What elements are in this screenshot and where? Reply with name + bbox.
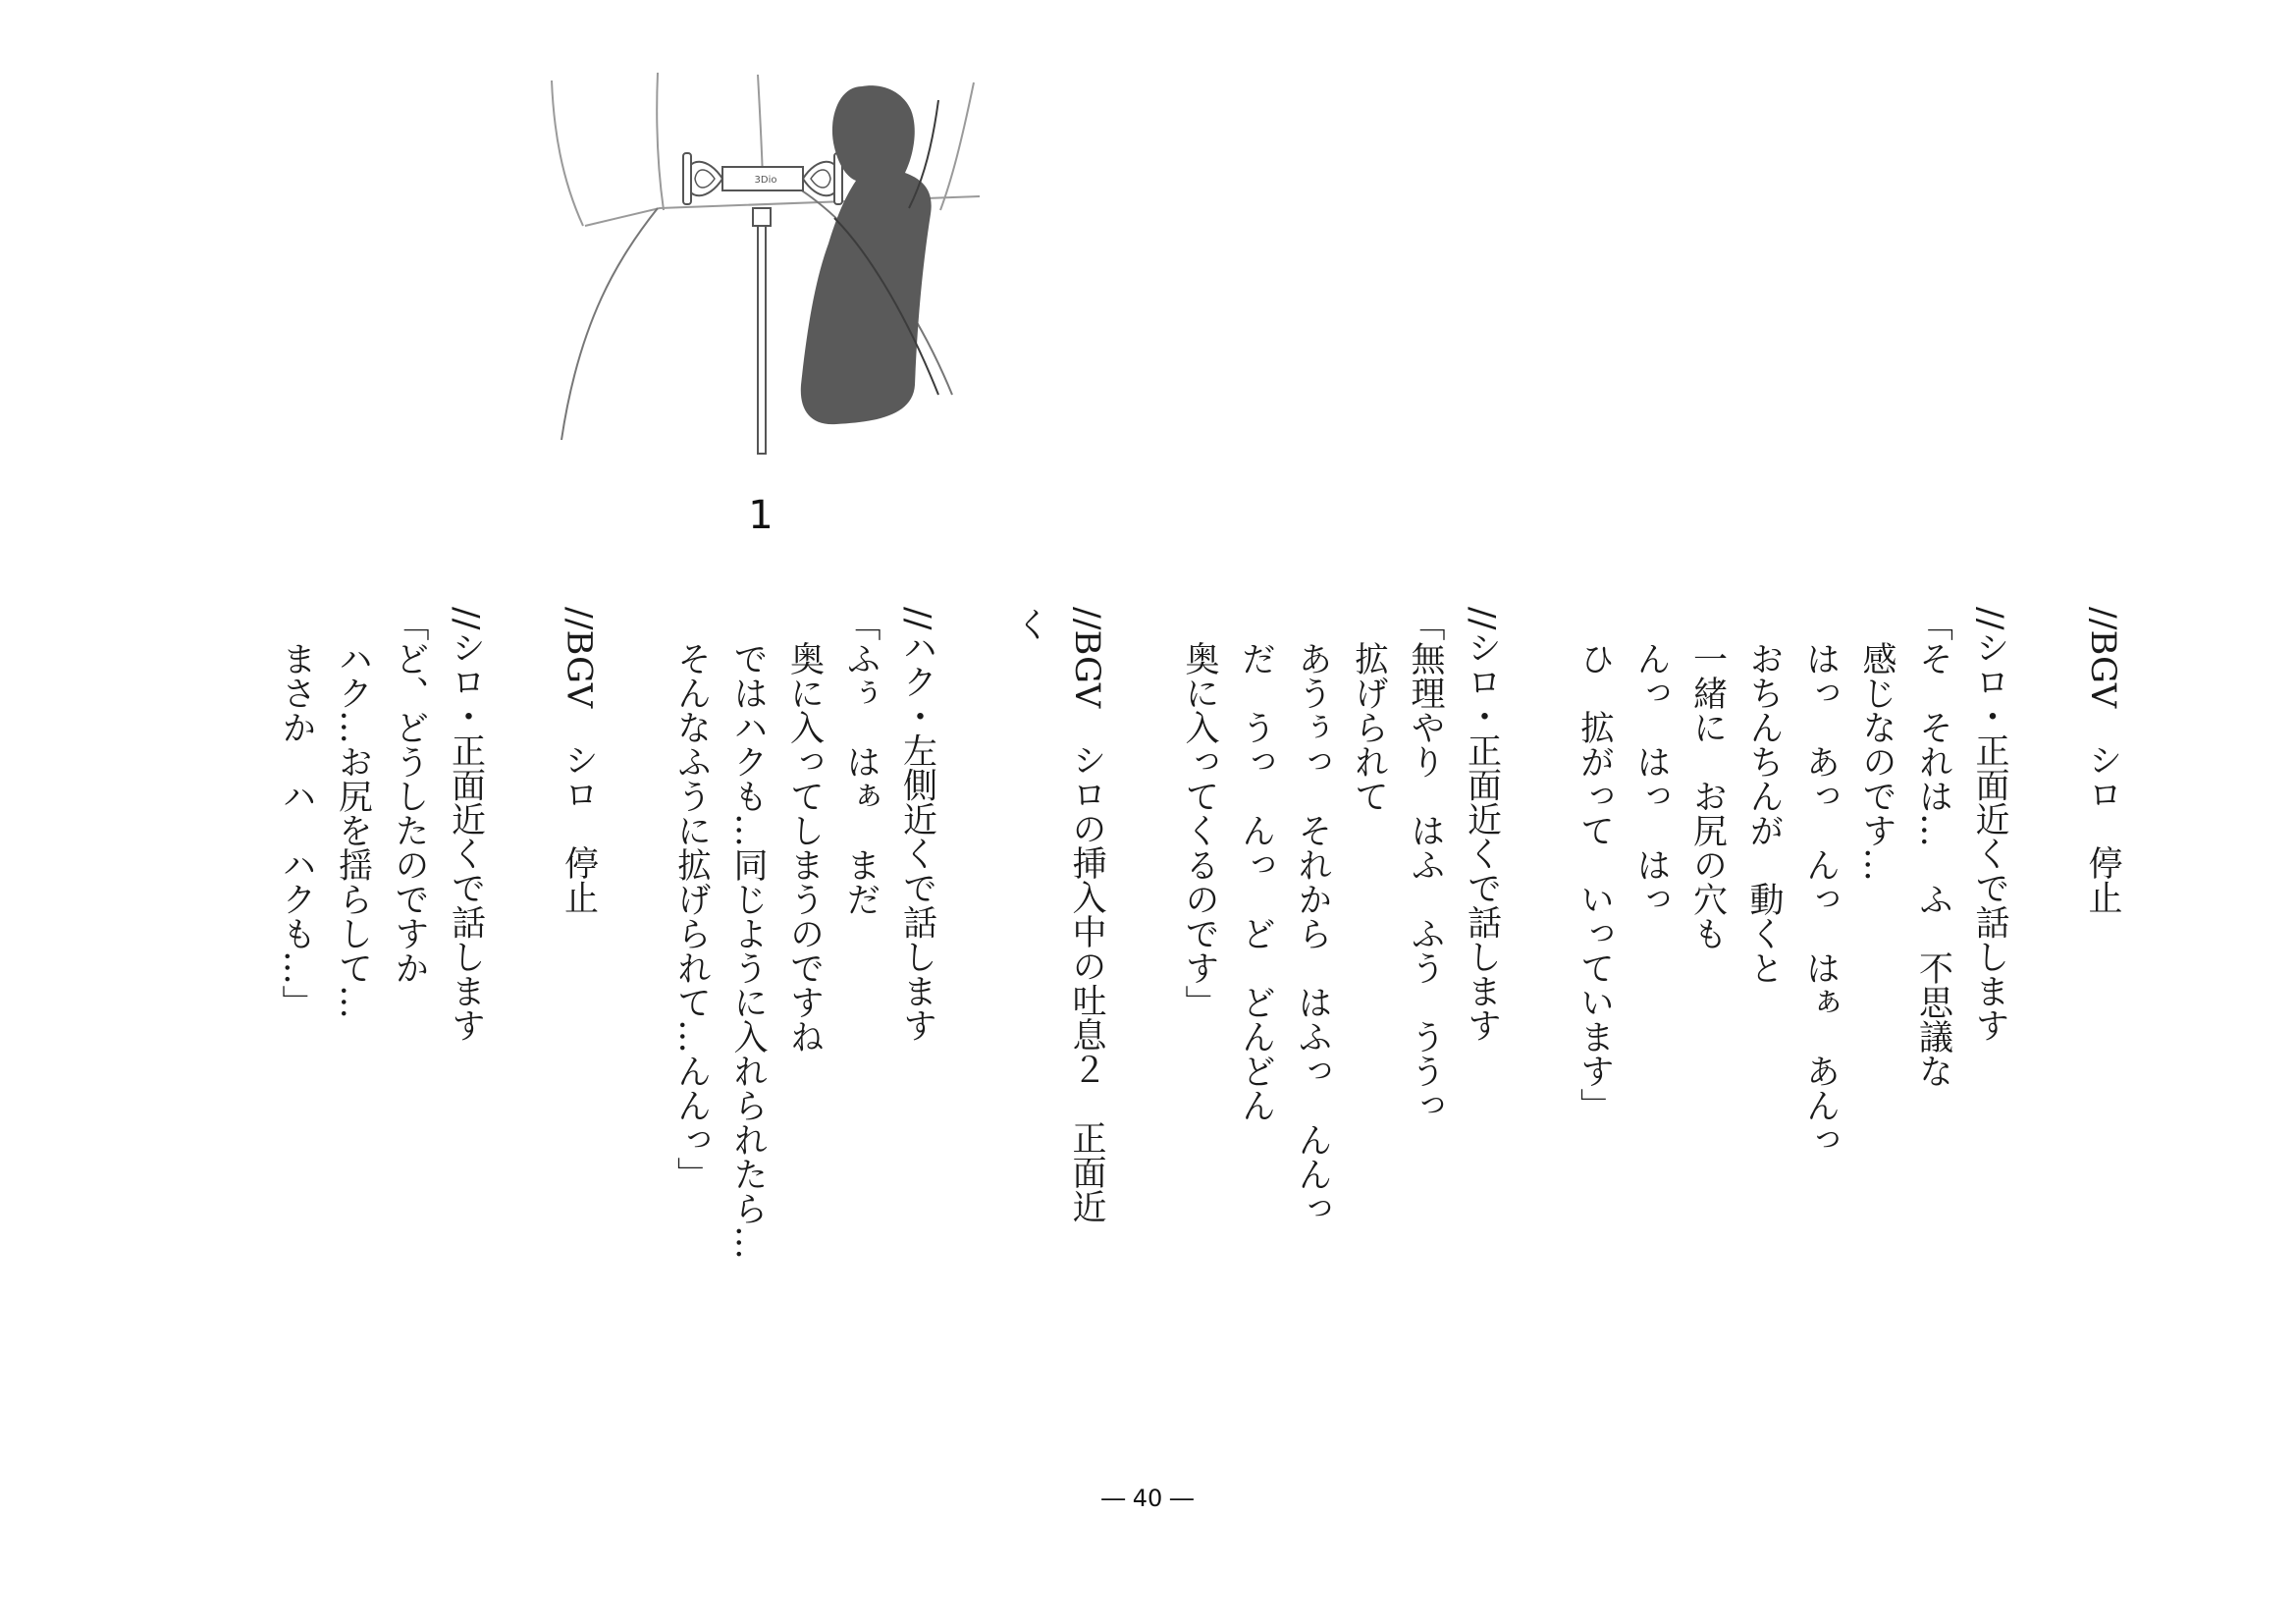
script-line: そんなふうに拡げられて…んんっ」 [671,607,712,1191]
script-line: あうぅっ それから はふっ んんっ [1293,607,1332,1225]
script-text-block [226,607,2130,1392]
blank-line [945,607,1002,1392]
script-line: だ うっ んっ ど どんどん [1236,607,1276,1122]
blank-line [607,607,664,1392]
blank-line [1510,607,1567,1392]
script-line: 「無理やり はふ ふう ううっ [1406,607,1445,1122]
script-line: //シロ・正面近くで話します [446,607,486,1043]
floor-line-left [561,208,658,440]
wall-line-mid [758,75,763,179]
script-line: く [1010,607,1050,641]
script-line: まさか ハ ハクも…」 [277,607,316,1019]
script-line: //シロ・正面近くで話します [1970,607,2009,1043]
script-line: //ハク・左側近くで話します [897,607,937,1043]
script-line: ひ 拡がって いっています」 [1575,607,1615,1122]
script-line: ではハクも…同じように入れられたら… [728,607,768,1260]
wall-line-mid-left [657,73,664,210]
stand-pole [758,218,766,454]
script-line: //BGV シロ 停止 [559,607,599,915]
script-line: //シロ・正面近くで話します [1462,607,1502,1043]
stand-joint [753,208,771,226]
blank-line [494,607,551,1392]
blank-line [2017,607,2074,1392]
script-line: んっ はっ はっ [1631,607,1671,916]
script-line: おちんちんが 動くと [1744,607,1784,985]
script-line: 一緒に お尻の穴も [1687,607,1728,950]
script-line: はっ あっ んっ はぁ あんっ [1800,607,1841,1157]
script-line: 「ふぅ はぁ まだ [841,607,881,916]
blank-line [1114,607,1171,1392]
microphone-brand-label: 3Dio [754,175,777,186]
script-line: 拡げられて [1349,607,1389,813]
script-line: 奥に入ってしまうのですね [784,607,825,1054]
script-line: //BGV シロ 停止 [2083,607,2122,915]
figure-number: 1 [748,493,774,538]
wall-line-right [940,82,974,210]
script-line: 「そ それは… ふ 不思議な [1913,607,1953,1088]
illustration [550,71,982,473]
wall-line-left [552,81,583,226]
page-number: ― 40 ― [1101,1485,1194,1512]
script-line: 奥に入ってくるのです」 [1180,607,1219,1019]
script-line: ハク…お尻を揺らして… [333,607,373,1019]
script-line: //BGV シロの挿入中の吐息２ 正面近 [1067,607,1106,1224]
script-line: 「ど、どうしたのですか [390,607,429,985]
script-line: 感じなのです… [1857,607,1896,882]
